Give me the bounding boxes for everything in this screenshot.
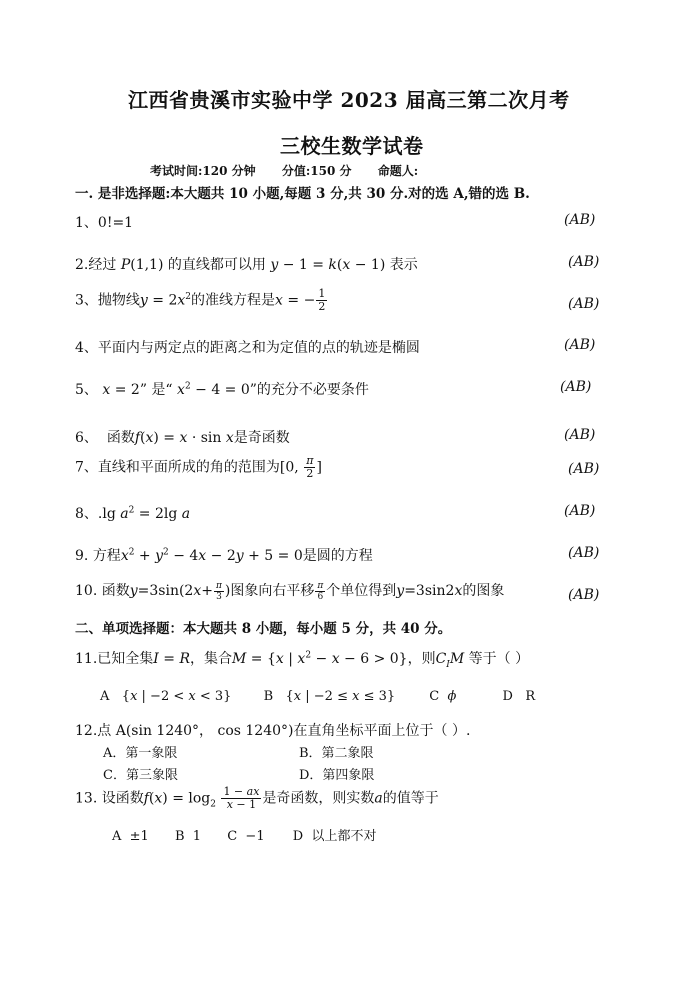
title-line-1: 江西省贵溪市实验中学 2023 届高三第二次月考 bbox=[128, 88, 570, 112]
answer-choice-6: (AB) bbox=[564, 427, 596, 443]
q12-option-c: C．第三象限 bbox=[103, 768, 178, 783]
answer-choice-10: (AB) bbox=[568, 587, 600, 603]
question-1: 1、0!=1 bbox=[75, 215, 134, 231]
answer-choice-8: (AB) bbox=[564, 503, 596, 519]
exam-score: 分值:150 分 bbox=[281, 164, 352, 178]
answer-choice-2: (AB) bbox=[568, 254, 600, 270]
title-line-2: 三校生数学试卷 bbox=[280, 134, 424, 158]
question-2: 2.经过 P(1,1) 的直线都可以用 y − 1 = k(x − 1) 表示 bbox=[75, 257, 418, 273]
exam-meta bbox=[150, 162, 418, 179]
question-11: 11.已知全集I = R，集合M = {x | $x^2 - x - 6 > 0$}，则$C_IM$ 等于（ ） bbox=[75, 650, 530, 670]
answer-choice-1: (AB) bbox=[564, 212, 596, 228]
q13-option-b: B 1 bbox=[174, 829, 202, 844]
answer-choice-3: (AB) bbox=[568, 296, 600, 312]
question-10: 10. 函数y=3sin(2x+ $\frac{\pi}{3}$ )图象向右平移 $\frac{\pi}{6}$ 个单位得到y=3sin2x的图象 bbox=[75, 580, 505, 602]
answer-choice-4: (AB) bbox=[564, 337, 596, 353]
question-7: 7、直线和平面所成的角的范围为[0, $\frac{\pi}{2}$ ] bbox=[75, 454, 322, 480]
q13-option-d: D 以上都不对 bbox=[292, 829, 377, 844]
q13-option-a: A ±1 bbox=[112, 829, 149, 844]
q13-option-c: C −1 bbox=[227, 829, 265, 844]
q11-option-a: A {x | −2 < x < 3} bbox=[100, 689, 232, 704]
section-2-header: 二、单项选择题：本大题共 8 小题，每小题 5 分，共 40 分。 bbox=[75, 621, 452, 637]
answer-choice-9: (AB) bbox=[568, 545, 600, 561]
question-5: 5、 x = 2” 是“ $x^2 - 4 = 0$”的充分不必要条件 bbox=[75, 381, 369, 398]
question-12: 12.点 A(sin 1240°， cos 1240°)在直角坐标平面上位于（ ）. bbox=[75, 723, 471, 739]
answer-choice-7: (AB) bbox=[568, 461, 600, 477]
q11-option-b: B {x | −2 ≤ x ≤ 3} bbox=[263, 689, 396, 704]
question-11-options bbox=[100, 689, 535, 704]
exam-time: 考试时间:120 分钟 bbox=[150, 164, 256, 178]
q12-option-b: B．第二象限 bbox=[299, 746, 374, 761]
question-9: 9. 方程$x^2 + y^2 - 4x - 2y + 5 = 0$是圆的方程 bbox=[75, 547, 373, 564]
q12-option-d: D．第四象限 bbox=[299, 768, 375, 783]
question-13: 13. 设函数$f(x) = \log_2$ $\frac{1 - ax}{x - 1}$ 是奇函数，则实数a的值等于 bbox=[75, 785, 439, 811]
q11-option-d: D R bbox=[502, 689, 536, 704]
question-3: 3、抛物线$y = 2x^2$的准线方程是x = − $\frac{1}{2}$ bbox=[75, 287, 326, 313]
question-8: 8、.lg $a^2 = 2\lg$ a bbox=[75, 505, 191, 522]
exam-author: 命题人: bbox=[377, 164, 419, 178]
question-4: 4、平面内与两定点的距离之和为定值的点的轨迹是椭圆 bbox=[75, 340, 420, 356]
q12-option-a: A．第一象限 bbox=[103, 746, 178, 761]
q11-option-c: C ϕ bbox=[429, 689, 457, 704]
question-13-options bbox=[112, 825, 376, 844]
section-1-header: 一. 是非选择题:本大题共 10 小题,每题 3 分,共 30 分.对的选 A,错的选 B. bbox=[75, 186, 530, 202]
question-6: 6、 函数f(x) = x · sin x是奇函数 bbox=[75, 430, 290, 446]
answer-choice-5: (AB) bbox=[560, 379, 592, 395]
